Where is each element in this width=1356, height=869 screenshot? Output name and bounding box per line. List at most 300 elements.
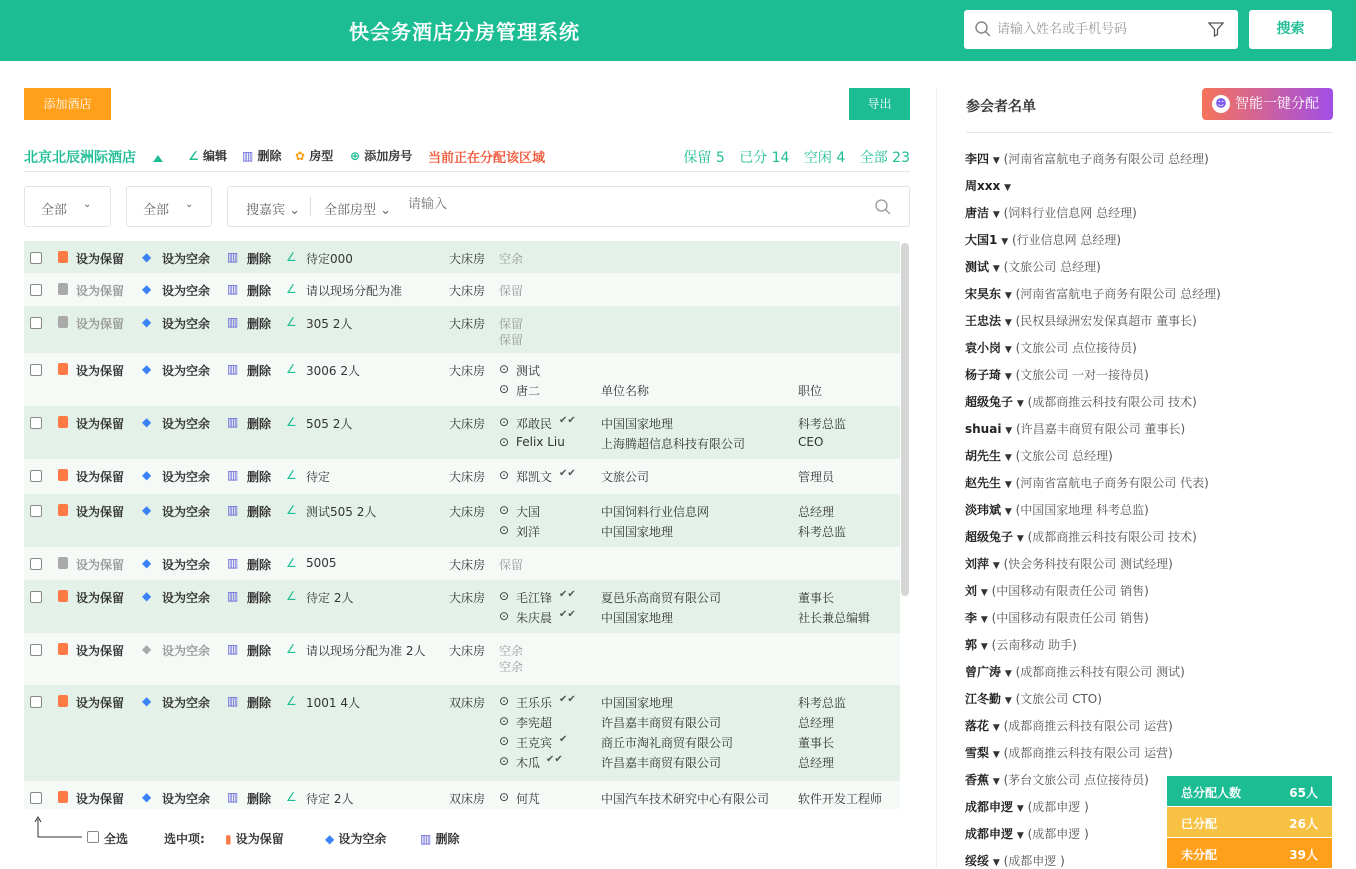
room-status: 保留 [499,284,524,298]
set-reserve-button[interactable]: 设为保留 [76,364,125,378]
attendee-name: 唐洁 [965,206,990,220]
guest-org: 中国汽车技术研究中心有限公司 [601,792,770,806]
search-button[interactable]: 搜索 [1249,10,1332,49]
attendee-name: 刘萍 [965,557,990,571]
caret-down-icon[interactable]: ▼ [1004,183,1011,193]
caret-down-icon[interactable]: ▼ [1016,804,1024,814]
search-icon[interactable] [874,198,892,216]
edit-icon[interactable]: ∠ [286,642,297,656]
attendee-desc: (中国移动有限责任公司 销售) [991,584,1149,598]
room-row[interactable] [24,685,900,781]
filter-select-1[interactable] [24,186,111,227]
guest-icon: ⊙ [499,754,510,768]
attendee-name: 江冬勤 [965,692,1002,706]
attendee-item[interactable] [965,339,1137,356]
edit-icon[interactable]: ∠ [286,250,297,264]
delete-room-button[interactable]: 删除 [247,284,272,298]
attendee-name: 郭 [965,638,978,652]
checked-icon: ✔✔ [559,694,576,705]
row-checkbox[interactable] [30,317,42,329]
delete-room-button[interactable]: 删除 [247,558,272,572]
room-row[interactable] [24,580,900,633]
bookmark-icon [58,363,68,375]
room-row[interactable] [24,633,900,685]
stat-assigned[interactable]: 已分 14 [739,150,790,166]
attendee-panel-title: 参会者名单 [966,99,1036,115]
caret-down-icon[interactable]: ▼ [980,642,988,652]
room-type: 大床房 [449,505,486,519]
guest-position: 社长兼总编辑 [798,611,871,625]
set-reserve-button[interactable]: 设为保留 [76,505,125,519]
chevron-down-icon: ⌄ [185,199,194,210]
guest-position: 科考总监 [798,417,847,431]
attendee-desc: (河南省富航电子商务有限公司 总经理) [1015,287,1221,301]
attendee-desc: (文旅公司 CTO) [1015,692,1102,706]
guest-name[interactable]: 木瓜 [516,756,541,770]
set-free-button[interactable]: 设为空余 [162,558,211,572]
bulk-action-bar [24,815,904,855]
summary-box [1167,807,1332,837]
room-name: 1001 4人 [306,696,360,710]
attendee-item[interactable] [965,204,1137,221]
summary-box [1167,838,1332,868]
row-checkbox[interactable] [30,284,42,296]
cube-icon: ◆ [142,503,152,517]
set-free-button[interactable]: 设为空余 [162,505,211,519]
search-input[interactable] [997,18,1197,40]
attendee-panel [936,88,1356,868]
attendee-item[interactable] [965,231,1121,248]
room-name: 请以现场分配为准 [306,284,403,298]
attendee-name: 曾广涛 [965,665,1002,679]
caret-down-icon[interactable]: ▼ [1005,426,1013,436]
caret-down-icon[interactable]: ▼ [1004,453,1012,463]
select-arrow-icon [32,815,82,841]
row-checkbox[interactable] [30,644,42,656]
attendee-desc: (云南移动 助手) [991,638,1077,652]
attendee-item[interactable] [965,528,1197,545]
summary-box [1167,776,1332,806]
set-free-button[interactable]: 设为空余 [162,317,211,331]
guest-icon: ⊙ [499,790,510,804]
edit-icon[interactable]: ∠ [286,315,297,329]
delete-room-button[interactable]: 删除 [247,317,272,331]
bookmark-icon [58,283,68,295]
caret-down-icon[interactable]: ▼ [992,264,1000,274]
divider [966,132,1333,133]
guest-org: 上海腾超信息科技有限公司 [601,437,746,451]
set-free-button[interactable]: 设为空余 [162,417,211,431]
attendee-name: 香蕉 [965,773,990,787]
attendee-name: 李四 [965,152,990,166]
cube-icon: ◆ [142,589,152,603]
attendee-name: 落花 [965,719,990,733]
edit-icon[interactable]: ∠ [286,694,297,708]
caret-down-icon[interactable]: ▼ [992,156,1000,166]
hotel-name[interactable]: 北京北辰洲际酒店 [24,150,136,166]
summary-value: 39人 [1289,848,1318,862]
caret-down-icon[interactable]: ▼ [1004,669,1012,679]
caret-down-icon[interactable]: ▼ [980,615,988,625]
room-type-dropdown[interactable]: 全部房型 ⌄ [324,203,392,218]
room-status: 空余 [499,252,524,266]
guest-name[interactable]: 郑凯文 [516,470,553,484]
caret-down-icon[interactable]: ▼ [1001,237,1009,247]
delete-room-button[interactable]: 删除 [247,470,272,484]
cube-icon: ◆ [142,642,152,656]
attendee-item[interactable] [965,312,1197,329]
attendee-desc: (成都商推云科技有限公司 测试) [1015,665,1185,679]
edit-icon[interactable]: ∠ [286,468,297,482]
row-checkbox[interactable] [30,591,42,603]
summary-label: 已分配 [1181,817,1218,831]
delete-hotel-button[interactable]: ▥ 删除 [242,149,282,163]
set-reserve-button[interactable]: 设为保留 [76,644,125,658]
attendee-item[interactable] [965,717,1173,734]
caret-down-icon[interactable]: ▼ [1004,507,1012,517]
delete-room-button[interactable]: 删除 [247,696,272,710]
search-box[interactable] [964,10,1238,49]
attendee-desc: (文旅公司 总经理) [1015,449,1113,463]
app-title: 快会务酒店分房管理系统 [349,20,580,44]
room-status: 空余 [499,644,524,658]
guest-org: 商丘市淘礼商贸有限公司 [601,736,734,750]
set-free-button[interactable]: 设为空余 [162,470,211,484]
row-checkbox[interactable] [30,470,42,482]
room-status: 保留 [499,558,524,572]
room-name: 测试505 2人 [306,505,377,519]
trash-icon: ▥ [227,415,239,429]
row-checkbox[interactable] [30,252,42,264]
attendee-desc: (河南省富航电子商务有限公司 总经理) [1003,152,1209,166]
set-free-button[interactable]: 设为空余 [162,252,211,266]
delete-room-button[interactable]: 删除 [247,364,272,378]
cube-icon: ◆ [142,315,152,329]
guest-name[interactable]: 唐二 [516,384,541,398]
trash-icon: ▥ [420,832,432,846]
bookmark-icon [58,504,68,516]
caret-down-icon[interactable]: ▼ [992,858,1000,868]
guest-icon: ⊙ [499,694,510,708]
guest-name[interactable]: 朱庆晨 [516,611,553,625]
attendee-name: 测试 [965,260,990,274]
room-status: 保留 [499,333,524,347]
summary-value: 26人 [1289,817,1318,831]
checked-icon: ✔✔ [559,589,576,600]
edit-icon[interactable]: ∠ [286,790,297,804]
guest-search-dropdown[interactable]: 搜嘉宾 ⌄ [246,203,301,218]
attendee-name: 成都申逻 [965,827,1014,841]
caret-down-icon[interactable]: ▼ [980,588,988,598]
cube-icon: ◆ [142,362,152,376]
attendee-item[interactable] [965,420,1185,437]
trash-icon: ▥ [227,642,239,656]
filter-keyword-input[interactable] [408,197,808,212]
attendee-name: 雪梨 [965,746,990,760]
row-checkbox[interactable] [30,792,42,804]
room-name: 待定000 [306,252,353,266]
caret-down-icon[interactable]: ▼ [992,723,1000,733]
edit-icon[interactable]: ∠ [286,503,297,517]
summary-label: 总分配人数 [1181,786,1242,800]
attendee-desc: (河南省富航电子商务有限公司 代表) [1015,476,1209,490]
guest-org: 中国国家地理 [601,525,674,539]
cube-icon: ◆ [142,694,152,708]
guest-name[interactable]: 邓敢民 [516,417,553,431]
attendee-desc: (成都申逻 ) [1003,854,1065,868]
attendee-desc: (文旅公司 一对一接待员) [1015,368,1149,382]
attendee-item[interactable] [965,555,1173,572]
guest-org: 许昌嘉丰商贸有限公司 [601,756,722,770]
guest-position: 管理员 [798,470,835,484]
caret-down-icon[interactable]: ▼ [1004,696,1012,706]
top-bar [0,0,1356,61]
attendee-desc: (成都商推云科技有限公司 技术) [1027,395,1197,409]
attendee-item[interactable] [965,258,1101,275]
summary-value: 65人 [1289,786,1318,800]
row-checkbox[interactable] [30,696,42,708]
export-button[interactable]: 导出 [849,88,910,120]
attendee-name: 宋昊东 [965,287,1002,301]
guest-org: 中国饲料行业信息网 [601,505,710,519]
caret-down-icon[interactable]: ▼ [1016,399,1024,409]
room-type: 大床房 [449,470,486,484]
row-checkbox[interactable] [30,364,42,376]
attendee-item[interactable] [965,150,1209,167]
row-checkbox[interactable] [30,558,42,570]
attendee-item[interactable] [965,744,1173,761]
caret-down-icon[interactable]: ▼ [992,777,1000,787]
room-type: 大床房 [449,591,486,605]
guest-name[interactable]: 刘洋 [516,525,541,539]
divider [310,197,311,216]
room-row[interactable] [24,306,900,353]
edit-icon[interactable]: ∠ [286,282,297,296]
cube-icon: ◆ [325,832,335,846]
bookmark-icon [58,557,68,569]
filter-select-2-value: 全部 [143,203,170,218]
attendee-name: 袁小岗 [965,341,1002,355]
stat-free[interactable]: 空闲 4 [803,150,846,166]
guest-position: 职位 [798,384,823,398]
room-type: 大床房 [449,364,486,378]
attendee-item[interactable] [965,582,1149,599]
guest-name[interactable]: 毛江锋 [516,591,553,605]
filter-select-2[interactable] [126,186,212,227]
caret-down-icon[interactable]: ▼ [1016,534,1024,544]
guest-position: CEO [798,435,824,449]
set-reserve-button[interactable]: 设为保留 [76,317,125,331]
trash-icon: ▥ [227,503,239,517]
room-list-scrollbar[interactable] [901,243,909,596]
room-row[interactable] [24,494,900,547]
guest-org: 单位名称 [601,384,650,398]
edit-icon[interactable]: ∠ [286,556,297,570]
attendee-item[interactable] [965,798,1089,815]
attendee-desc: (中国移动有限责任公司 销售) [991,611,1149,625]
delete-room-button[interactable]: 删除 [247,417,272,431]
cube-icon: ◆ [142,415,152,429]
room-row[interactable] [24,547,900,580]
select-all-label[interactable]: 全选 [104,832,129,846]
set-reserve-button[interactable]: 设为保留 [76,792,125,806]
attendee-desc: (文旅公司 点位接待员) [1015,341,1137,355]
guest-name[interactable]: 大国 [516,505,541,519]
trash-icon: ▥ [227,694,239,708]
trash-icon: ▥ [227,589,239,603]
summary-label: 未分配 [1181,848,1218,862]
edit-icon[interactable]: ∠ [286,415,297,429]
attendee-item[interactable] [965,447,1113,464]
stat-reserved[interactable]: 保留 5 [683,150,725,166]
attendee-item[interactable] [965,663,1185,680]
delete-room-button[interactable]: 删除 [247,792,272,806]
edit-icon: ∠ [188,149,199,163]
room-row[interactable] [24,781,900,809]
guest-icon: ⊙ [499,503,510,517]
set-free-button[interactable]: 设为空余 [162,644,211,658]
caret-down-icon[interactable]: ▼ [1004,345,1012,355]
robot-icon: ☻ [1212,95,1230,113]
attendee-name: 成都申逻 [965,800,1014,814]
attendee-desc: (成都商推云科技有限公司 运营) [1003,746,1173,760]
attendee-name: 王忠法 [965,314,1002,328]
attendee-name: 胡先生 [965,449,1002,463]
delete-room-button[interactable]: 删除 [247,505,272,519]
select-all-checkbox[interactable] [87,831,99,843]
guest-name[interactable]: 何芃 [516,792,541,806]
caret-down-icon[interactable]: ▼ [992,561,1000,571]
room-name: 3006 2人 [306,364,360,378]
caret-down-icon[interactable]: ▼ [1004,480,1012,490]
attendee-name: 超级兔子 [965,395,1014,409]
edit-icon[interactable]: ∠ [286,362,297,376]
room-list [24,241,910,809]
chevron-down-icon: ⌄ [83,199,92,210]
guest-icon: ⊙ [499,523,510,537]
smart-assign-button[interactable]: ☻ 智能一键分配 [1202,88,1333,120]
attendee-item[interactable] [965,825,1089,842]
caret-down-icon[interactable]: ▼ [1004,291,1012,301]
set-free-button[interactable]: 设为空余 [162,591,211,605]
attendee-item[interactable] [965,393,1197,410]
stat-all[interactable]: 全部 23 [859,150,910,166]
set-free-button[interactable]: 设为空余 [162,364,211,378]
caret-down-icon[interactable]: ▼ [992,210,1000,220]
attendee-item[interactable] [965,474,1209,491]
set-reserve-button[interactable]: 设为保留 [76,591,125,605]
trash-icon: ▥ [227,790,239,804]
room-row[interactable] [24,353,900,406]
gear-icon: ✿ [295,149,306,163]
attendee-desc: (快会务科技有限公司 测试经理) [1003,557,1173,571]
row-checkbox[interactable] [30,505,42,517]
guest-name[interactable]: 王乐乐 [516,696,553,710]
room-status: 保留 [499,317,524,331]
checked-icon: ✔✔ [546,754,563,765]
checked-icon: ✔✔ [559,609,576,620]
caret-down-icon[interactable]: ▼ [1004,372,1012,382]
set-free-button[interactable]: 设为空余 [162,696,211,710]
attendee-item[interactable] [965,285,1221,302]
attendee-item[interactable] [965,501,1149,518]
selected-label: 选中项: [164,832,205,846]
row-checkbox[interactable] [30,417,42,429]
bulk-free-button[interactable]: ◆ 设为空余 [325,832,387,846]
collapse-icon[interactable] [153,151,163,166]
filter-icon[interactable] [1208,21,1224,37]
attendee-item[interactable] [965,636,1077,653]
room-row[interactable] [24,406,900,459]
room-type: 大床房 [449,317,486,331]
bookmark-icon: ▮ [225,832,232,846]
delete-room-button[interactable]: 删除 [247,591,272,605]
bulk-reserve-button[interactable]: ▮ 设为保留 [225,832,284,846]
caret-down-icon[interactable]: ▼ [1016,831,1024,841]
set-reserve-button[interactable]: 设为保留 [76,558,125,572]
attendee-item[interactable] [965,366,1149,383]
guest-name[interactable]: 李宪超 [516,716,553,730]
guest-name[interactable]: Felix Liu [516,435,565,449]
set-reserve-button[interactable]: 设为保留 [76,696,125,710]
attendee-desc: (饲料行业信息网 总经理) [1003,206,1137,220]
guest-icon: ⊙ [499,362,510,376]
guest-org: 夏邑乐高商贸有限公司 [601,591,722,605]
guest-icon: ⊙ [499,382,510,396]
set-reserve-button[interactable]: 设为保留 [76,417,125,431]
bulk-delete-button[interactable]: ▥ 删除 [420,832,460,846]
guest-position: 总经理 [798,505,835,519]
caret-down-icon[interactable]: ▼ [1004,318,1012,328]
cube-icon: ◆ [142,282,152,296]
attendee-desc: (中国国家地理 科考总监) [1015,503,1149,517]
attendee-item[interactable] [965,690,1102,707]
add-room-button[interactable]: ⊕ 添加房号 [350,149,413,163]
edit-icon[interactable]: ∠ [286,589,297,603]
room-type: 双床房 [449,792,486,806]
set-reserve-button[interactable]: 设为保留 [76,284,125,298]
caret-down-icon[interactable]: ▼ [992,750,1000,760]
attendee-item[interactable] [965,609,1149,626]
room-row[interactable] [24,273,900,306]
guest-name[interactable]: 王克宾 [516,736,553,750]
attendee-desc: (成都商推云科技有限公司 技术) [1027,530,1197,544]
edit-hotel-button[interactable]: ∠ 编辑 [188,149,227,163]
set-reserve-button[interactable]: 设为保留 [76,470,125,484]
guest-org: 中国国家地理 [601,696,674,710]
room-row[interactable] [24,241,900,273]
set-free-button[interactable]: 设为空余 [162,284,211,298]
room-type-button[interactable]: ✿ 房型 [295,149,334,163]
attendee-item[interactable] [965,177,1011,194]
room-type: 大床房 [449,284,486,298]
attendee-item[interactable] [965,771,1149,788]
delete-room-button[interactable]: 删除 [247,644,272,658]
room-type: 大床房 [449,252,486,266]
room-type: 大床房 [449,558,486,572]
guest-name[interactable]: 测试 [516,364,541,378]
set-free-button[interactable]: 设为空余 [162,792,211,806]
guest-org: 许昌嘉丰商贸有限公司 [601,716,722,730]
delete-room-button[interactable]: 删除 [247,252,272,266]
set-reserve-button[interactable]: 设为保留 [76,252,125,266]
add-hotel-button[interactable]: 添加酒店 [24,88,111,120]
bookmark-icon [58,643,68,655]
guest-org: 中国国家地理 [601,611,674,625]
room-row[interactable] [24,459,900,494]
guest-org: 文旅公司 [601,470,650,484]
attendee-item[interactable] [965,852,1065,869]
